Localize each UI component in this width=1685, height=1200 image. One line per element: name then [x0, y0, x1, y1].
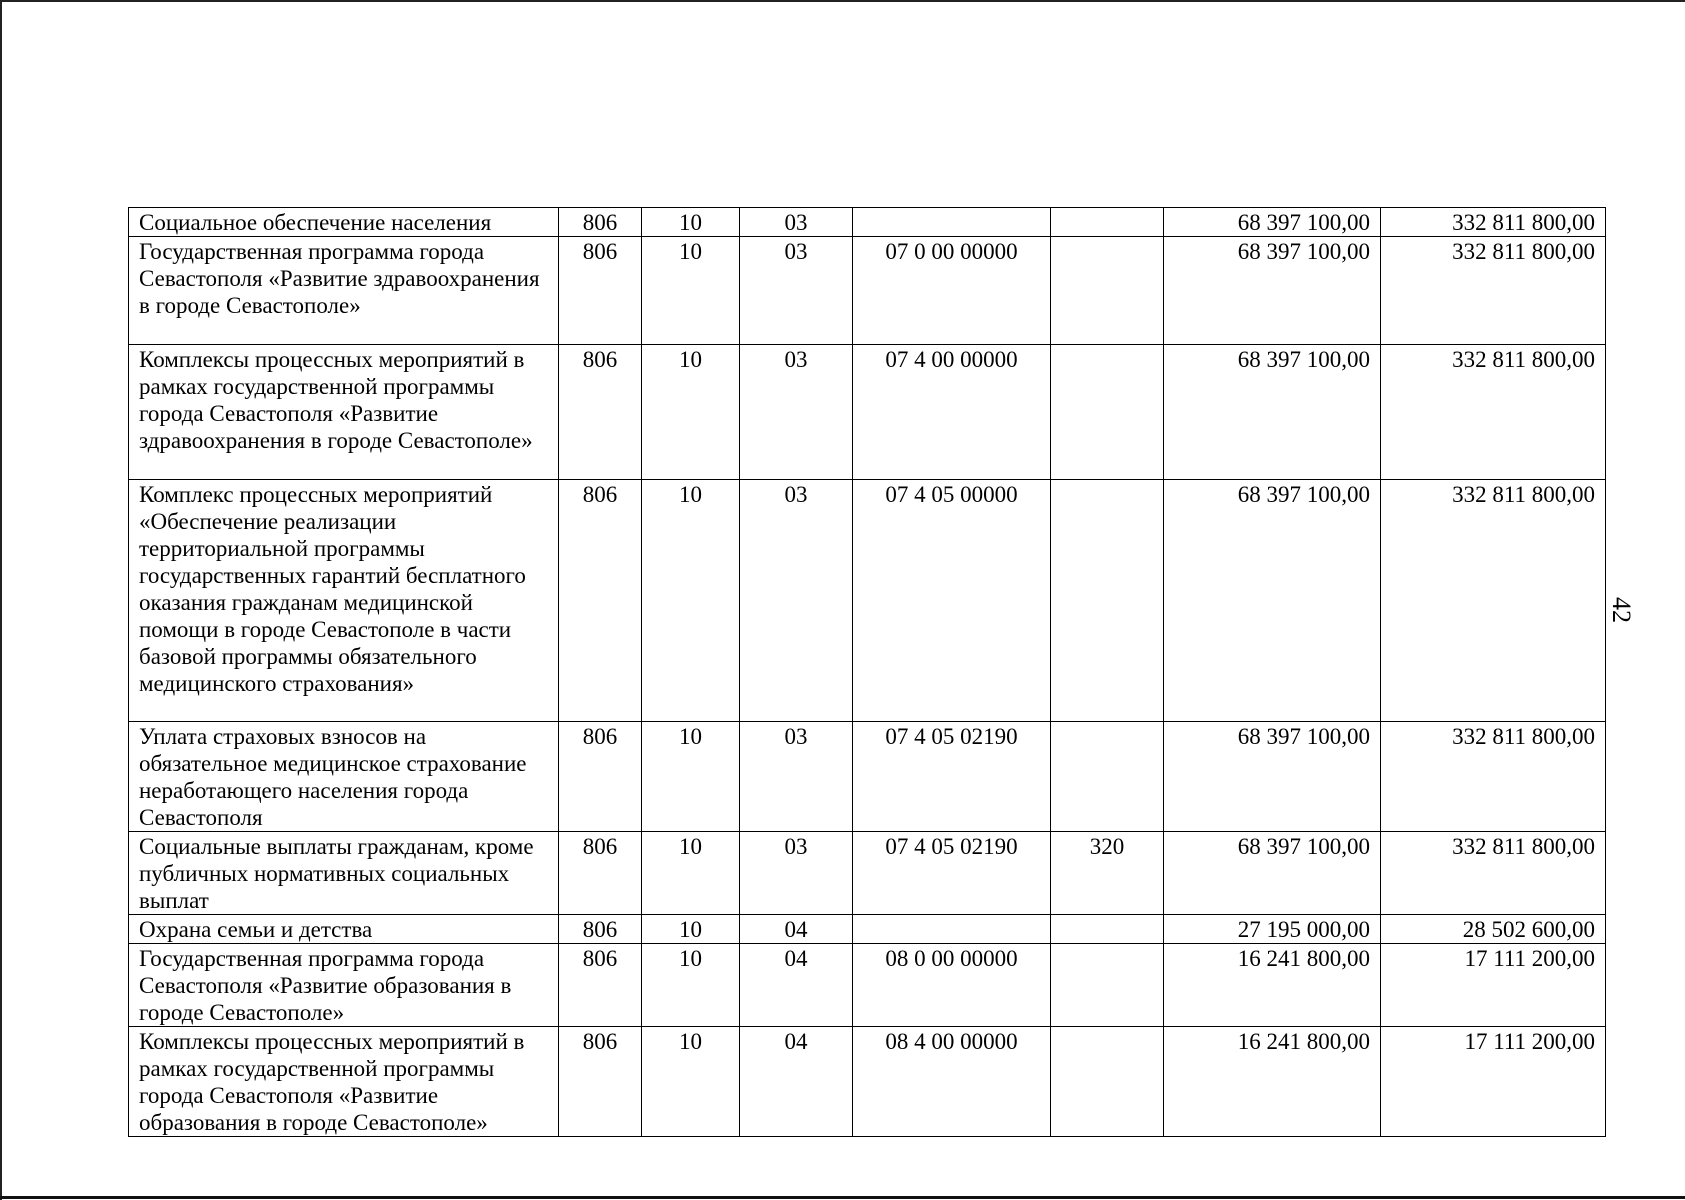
- table-row: [129, 832, 1606, 915]
- row-ved: 806: [559, 345, 642, 480]
- row-sum1: 68 397 100,00: [1164, 345, 1381, 480]
- row-pr: 03: [740, 722, 853, 832]
- row-rz: 10: [642, 832, 740, 915]
- row-name: Комплекс процессных мероприятий «Обеспечение реализации территориальной программы государственных гарантий бесплатного оказания гражданам медицинской помощи в городе Севастополе в части базовой программы обязательного медицинского страхования»: [129, 480, 559, 722]
- row-vr: [1051, 237, 1164, 345]
- row-pr: 03: [740, 208, 853, 237]
- row-csr: 07 0 00 00000: [853, 237, 1051, 345]
- row-sum1: 68 397 100,00: [1164, 722, 1381, 832]
- table-row: [129, 915, 1606, 944]
- row-pr: 03: [740, 480, 853, 722]
- row-ved: 806: [559, 208, 642, 237]
- row-csr: [853, 915, 1051, 944]
- row-pr: 03: [740, 237, 853, 345]
- row-name: Уплата страховых взносов на обязательное медицинское страхование неработающего населения города Севастополя: [129, 722, 559, 832]
- scan-border-left: [0, 0, 2, 1200]
- table-row: [129, 722, 1606, 832]
- row-sum2: 332 811 800,00: [1381, 208, 1606, 237]
- row-rz: 10: [642, 345, 740, 480]
- budget-table-body: [129, 208, 1606, 1137]
- row-rz: 10: [642, 722, 740, 832]
- row-vr: [1051, 722, 1164, 832]
- row-sum2: 28 502 600,00: [1381, 915, 1606, 944]
- row-vr: [1051, 1027, 1164, 1137]
- row-name: Социальное обеспечение населения: [129, 208, 559, 237]
- row-vr: [1051, 480, 1164, 722]
- table-row: [129, 208, 1606, 237]
- table-row: [129, 345, 1606, 480]
- row-name: Государственная программа города Севастополя «Развитие здравоохранения в городе Севастополе»: [129, 237, 559, 345]
- page-number: 42: [1607, 597, 1636, 623]
- row-ved: 806: [559, 237, 642, 345]
- row-pr: 03: [740, 832, 853, 915]
- row-csr: [853, 208, 1051, 237]
- row-rz: 10: [642, 208, 740, 237]
- row-csr: 08 0 00 00000: [853, 944, 1051, 1027]
- budget-table: [128, 207, 1606, 1137]
- row-vr: [1051, 208, 1164, 237]
- row-rz: 10: [642, 237, 740, 345]
- row-ved: 806: [559, 1027, 642, 1137]
- row-name: Комплексы процессных мероприятий в рамках государственной программы города Севастополя «Развитие здравоохранения в городе Севастополе»: [129, 345, 559, 480]
- row-csr: 07 4 05 00000: [853, 480, 1051, 722]
- table-row: [129, 237, 1606, 345]
- table-row: [129, 944, 1606, 1027]
- row-sum1: 68 397 100,00: [1164, 208, 1381, 237]
- scan-border-top: [0, 0, 1685, 2]
- row-sum2: 332 811 800,00: [1381, 237, 1606, 345]
- row-vr: 320: [1051, 832, 1164, 915]
- row-sum2: 17 111 200,00: [1381, 1027, 1606, 1137]
- row-sum2: 17 111 200,00: [1381, 944, 1606, 1027]
- row-vr: [1051, 944, 1164, 1027]
- row-csr: 07 4 05 02190: [853, 832, 1051, 915]
- row-sum2: 332 811 800,00: [1381, 832, 1606, 915]
- row-ved: 806: [559, 480, 642, 722]
- row-pr: 03: [740, 345, 853, 480]
- row-sum1: 68 397 100,00: [1164, 237, 1381, 345]
- row-sum1: 68 397 100,00: [1164, 832, 1381, 915]
- row-name: Социальные выплаты гражданам, кроме публичных нормативных социальных выплат: [129, 832, 559, 915]
- row-vr: [1051, 915, 1164, 944]
- row-sum1: 27 195 000,00: [1164, 915, 1381, 944]
- row-pr: 04: [740, 915, 853, 944]
- row-sum1: 68 397 100,00: [1164, 480, 1381, 722]
- row-ved: 806: [559, 944, 642, 1027]
- row-ved: 806: [559, 832, 642, 915]
- row-rz: 10: [642, 915, 740, 944]
- row-rz: 10: [642, 480, 740, 722]
- row-sum2: 332 811 800,00: [1381, 345, 1606, 480]
- row-sum1: 16 241 800,00: [1164, 1027, 1381, 1137]
- row-sum1: 16 241 800,00: [1164, 944, 1381, 1027]
- table-row: [129, 1027, 1606, 1137]
- row-pr: 04: [740, 944, 853, 1027]
- row-rz: 10: [642, 944, 740, 1027]
- row-vr: [1051, 345, 1164, 480]
- row-sum2: 332 811 800,00: [1381, 722, 1606, 832]
- row-csr: 07 4 00 00000: [853, 345, 1051, 480]
- row-name: Государственная программа города Севастополя «Развитие образования в городе Севастополе»: [129, 944, 559, 1027]
- row-rz: 10: [642, 1027, 740, 1137]
- row-sum2: 332 811 800,00: [1381, 480, 1606, 722]
- row-ved: 806: [559, 915, 642, 944]
- scan-border-bottom: [0, 1196, 1685, 1199]
- row-csr: 07 4 05 02190: [853, 722, 1051, 832]
- row-name: Комплексы процессных мероприятий в рамках государственной программы города Севастополя «Развитие образования в городе Севастополе»: [129, 1027, 559, 1137]
- row-ved: 806: [559, 722, 642, 832]
- row-name: Охрана семьи и детства: [129, 915, 559, 944]
- row-csr: 08 4 00 00000: [853, 1027, 1051, 1137]
- row-pr: 04: [740, 1027, 853, 1137]
- table-row: [129, 480, 1606, 722]
